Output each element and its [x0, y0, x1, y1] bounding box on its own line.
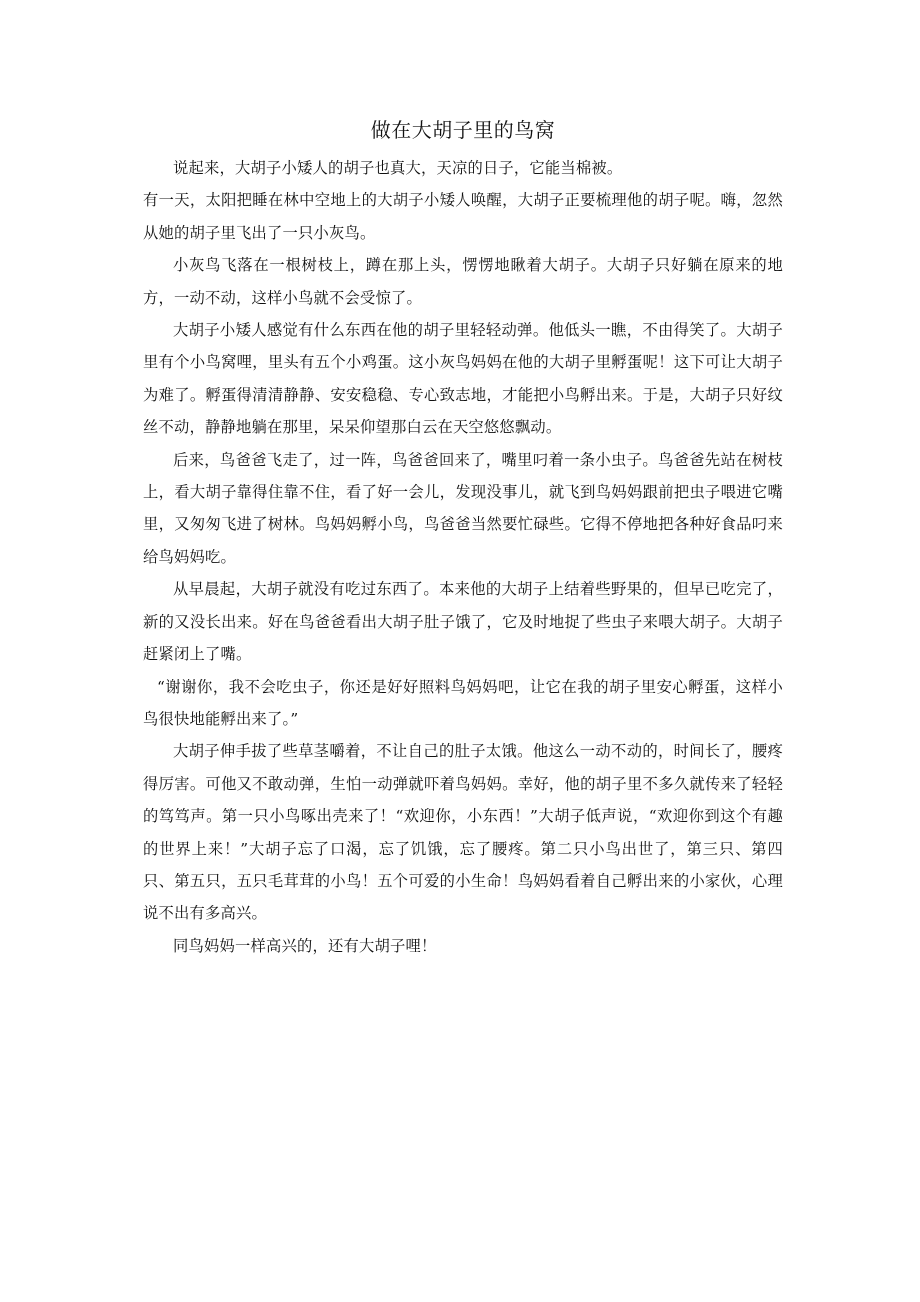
paragraph-4: 大胡子小矮人感觉有什么东西在他的胡子里轻轻动弹。他低头一瞧，不由得笑了。大胡子里有个小鸟窝哩，里头有五个小鸡蛋。这小灰鸟妈妈在他的大胡子里孵蛋呢！这下可让大胡子为难了。孵蛋得清清静静、安安稳稳、专心致志地，才能把小鸟孵出来。于是，大胡子只好纹丝不动，静静地躺在那里，呆呆仰望那白云在天空悠悠飘动。 — [143, 321, 783, 437]
document-page — [143, 113, 783, 962]
paragraph-9: 同鸟妈妈一样高兴的，还有大胡子哩！ — [173, 936, 437, 955]
paragraph-5: 后来，鸟爸爸飞走了，过一阵，鸟爸爸回来了，嘴里叼着一条小虫子。鸟爸爸先站在树枝上，看大胡子靠得住靠不住，看了好一会儿，发现没事儿，就飞到鸟妈妈跟前把虫子喂进它嘴里，又匆匆飞进了树林。鸟妈妈孵小鸟，鸟爸爸当然要忙碌些。它得不停地把各种好食品叼来给鸟妈妈吃。 — [143, 450, 783, 566]
paragraph-7-quote: “谢谢你，我不会吃虫子，你还是好好照料鸟妈妈吧，让它在我的胡子里安心孵蛋，这样小鸟很快地能孵出来了。” — [143, 677, 783, 728]
paragraph-6: 从早晨起，大胡子就没有吃过东西了。本来他的大胡子上结着些野果的，但早已吃完了，新的又没长出来。好在鸟爸爸看出大胡子肚子饿了，它及时地捉了些虫子来喂大胡子。大胡子赶紧闭上了嘴。 — [143, 580, 783, 664]
paragraph-3: 小灰鸟飞落在一根树枝上，蹲在那上头，愣愣地瞅着大胡子。大胡子只好躺在原来的地方，一动不动，这样小鸟就不会受惊了。 — [143, 256, 783, 307]
document-title: 做在大胡子里的鸟窝 — [370, 118, 556, 142]
paragraph-8: 大胡子伸手拔了些草茎嚼着，不让自己的肚子太饿。他这么一动不动的，时间长了，腰疼得厉害。可他又不敢动弹，生怕一动弹就吓着鸟妈妈。幸好，他的胡子里不多久就传来了轻轻的笃笃声。第一只小鸟啄出壳来了！“欢迎你，小东西！”大胡子低声说，“欢迎你到这个有趣的世界上来！”大胡子忘了口渴，忘了饥饿，忘了腰疼。第二只小鸟出世了，第三只、第四只、第五只，五只毛茸茸的小鸟！五个可爱的小生命！鸟妈妈看着自己孵出来的小家伙，心理说不出有多高兴。 — [143, 742, 783, 923]
paragraph-1: 说起来，大胡子小矮人的胡子也真大，天凉的日子，它能当棉被。 — [173, 159, 623, 177]
paragraph-2: 有一天，太阳把睡在林中空地上的大胡子小矮人唤醒，大胡子正要梳理他的胡子呢。嗨，忽然从她的胡子里飞出了一只小灰鸟。 — [143, 191, 783, 242]
